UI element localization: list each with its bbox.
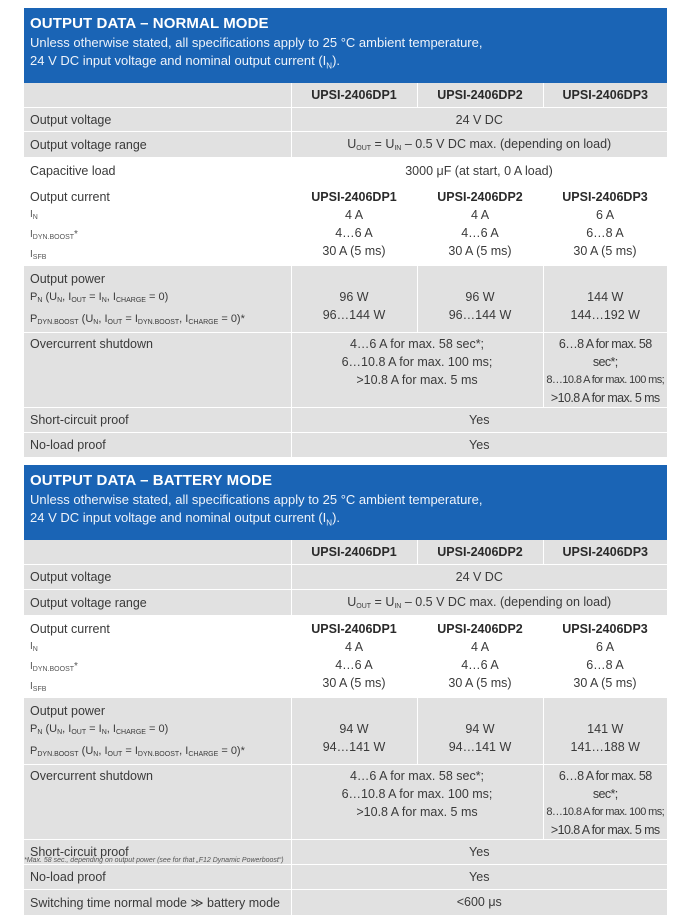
no-load-row: No-load proof Yes: [24, 865, 667, 890]
output-current-row: Output current $I_N$ $I_{DYN.BOOST}*$ $I_{SFB}$ UPSI-2406DP1 4 A 4…6 A 30 A (5 ms) UPSI-2406DP2 4 A 4…6 A 30 A (5 ms) UPSI-2406DP3 6 A 6…8 A 30 A (5 ms): [24, 184, 667, 266]
short-circuit-row: Short-circuit proof Yes: [24, 407, 667, 432]
normal-mode-section: [24, 8, 667, 457]
model-dp1: UPSI-2406DP1: [291, 83, 417, 108]
capacitive-load-row: Capacitive load 3000 μF (at start, 0 A load): [24, 158, 667, 184]
overcurrent-row: Overcurrent shutdown 4…6 A for max. 58 sec*; 6…10.8 A for max. 100 ms; >10.8 A for max. 5 ms 6…8 A for max. 58 sec*; 8…10.8 A for max. 100 ms; >10.8 A for max. 5 ms: [24, 332, 667, 407]
model-dp1: UPSI-2406DP1: [291, 540, 417, 565]
model-dp2: UPSI-2406DP2: [417, 83, 543, 108]
battery-mode-section: [24, 465, 667, 915]
model-dp3: UPSI-2406DP3: [543, 83, 667, 108]
output-power-row: Output power PN (UN, IOUT = IN, ICHARGE = 0) PDYN.BOOST (UN, IOUT = IDYN.BOOST, ICHARGE = 0)* 96 W 96…144 W 96 W 96…144 W 144 W 144…192 W: [24, 266, 667, 333]
model-header-row: [24, 540, 667, 565]
output-power-row: Output power PN (UN, IOUT = IN, ICHARGE = 0) PDYN.BOOST (UN, IOUT = IDYN.BOOST, ICHARGE = 0)* 94 W 94…141 W 94 W 94…141 W 141 W 141…188 W: [24, 698, 667, 765]
normal-mode-title: OUTPUT DATA – NORMAL MODE: [30, 15, 269, 32]
short-circuit-row: Short-circuit proof Yes: [24, 840, 667, 865]
battery-mode-header: [24, 465, 667, 540]
output-voltage-row: Output voltage 24 V DC: [24, 108, 667, 132]
no-load-row: No-load proof Yes: [24, 432, 667, 457]
output-voltage-row: Output voltage 24 V DC: [24, 565, 667, 590]
battery-mode-title: OUTPUT DATA – BATTERY MODE: [30, 472, 273, 490]
datasheet: [24, 8, 667, 915]
footnote: *Max. 58 sec., depending on output power (see for that „F12 Dynamic Powerboost“): [24, 857, 284, 864]
switching-time-row: Switching time normal mode ≫ battery mode <600 μs: [24, 890, 667, 915]
overcurrent-row: Overcurrent shutdown 4…6 A for max. 58 sec*; 6…10.8 A for max. 100 ms; >10.8 A for max. 5 ms 6…8 A for max. 58 sec*; 8…10.8 A for max. 100 ms; >10.8 A for max. 5 ms: [24, 765, 667, 840]
normal-mode-header: [24, 8, 667, 83]
model-header-row: [24, 83, 667, 108]
output-voltage-range-row: Output voltage range UOUT = UIN – 0.5 V DC max. (depending on load): [24, 590, 667, 616]
model-dp3: UPSI-2406DP3: [543, 540, 667, 565]
output-voltage-range-row: Output voltage range UOUT = UIN – 0.5 V DC max. (depending on load): [24, 132, 667, 158]
output-current-row: Output current $I_N$ $I_{DYN.BOOST}*$ $I_{SFB}$ UPSI-2406DP1 4 A 4…6 A 30 A (5 ms) UPSI-2406DP2 4 A 4…6 A 30 A (5 ms) UPSI-2406DP3 6 A 6…8 A 30 A (5 ms): [24, 616, 667, 699]
normal-mode-table: [24, 83, 667, 458]
normal-mode-intro: Unless otherwise stated, all specifications apply to 25 °C ambient temperature, 24 V DC input voltage and nominal output current $(I_N)$.: [30, 35, 483, 71]
battery-mode-intro: Unless otherwise stated, all specifications apply to 25 °C ambient temperature, 24 V DC input voltage and nominal output current $(I_N)$.: [30, 492, 483, 528]
model-dp2: UPSI-2406DP2: [417, 540, 543, 565]
